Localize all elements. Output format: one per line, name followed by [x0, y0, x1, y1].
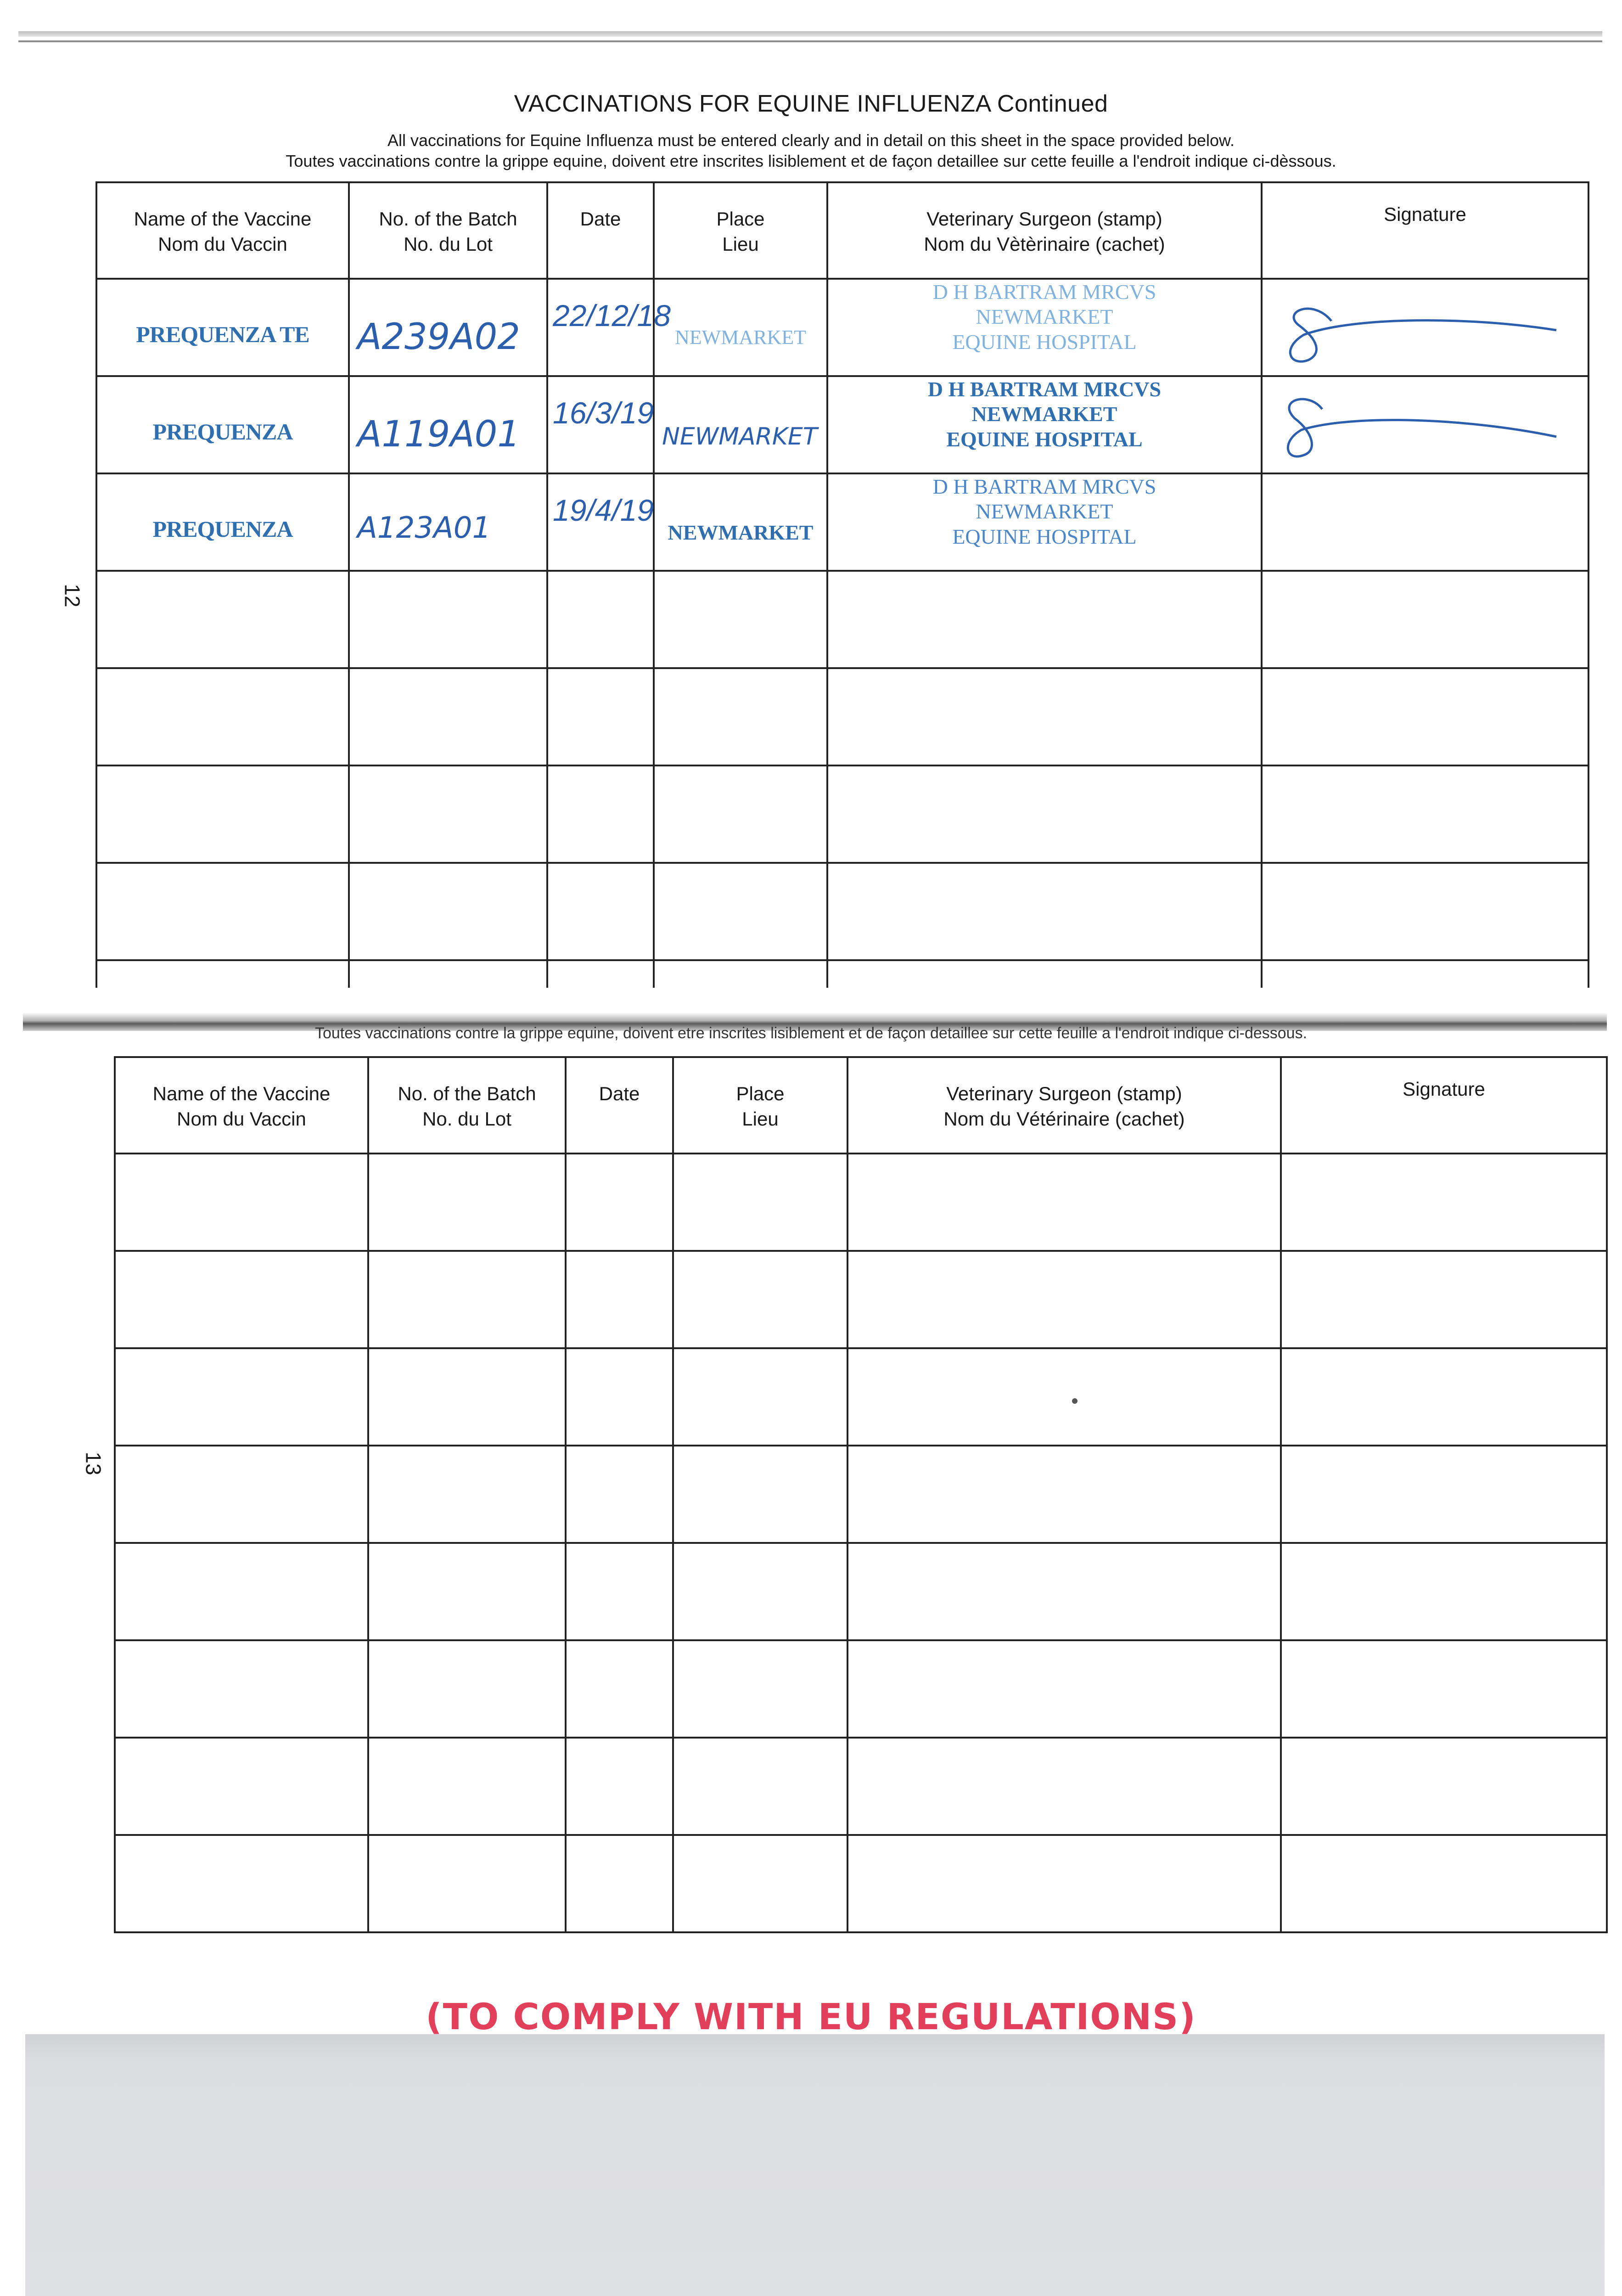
vet-stamp-line: NEWMARKET: [976, 305, 1113, 329]
table-row: [115, 1640, 1607, 1738]
header-batch: No. of the Batch No. du Lot: [349, 182, 547, 279]
page-number-13: 13: [81, 1452, 106, 1475]
vet-stamp-line: D H BARTRAM MRCVS: [927, 377, 1162, 401]
vaccination-table-page-13: [114, 1056, 1608, 1933]
table-row: [96, 571, 1588, 668]
table-row: [115, 1154, 1607, 1251]
batch-number: A123A01: [357, 511, 491, 545]
table-row-partial: [96, 960, 1588, 988]
instructions-english: All vaccinations for Equine Influenza must be entered clearly and in detail on this sheet in the space provided below.: [387, 131, 1235, 150]
header-place: Place Lieu: [654, 182, 827, 279]
signature-cell: [1262, 376, 1588, 473]
table-row: [115, 1835, 1607, 1932]
batch-number: A239A02: [357, 316, 520, 358]
signature-cell: [1262, 279, 1588, 376]
vet-stamp-line: NEWMARKET: [971, 402, 1117, 426]
vet-stamp: [827, 473, 1262, 571]
table-row: [115, 1348, 1607, 1446]
header-date: Date: [566, 1057, 673, 1154]
table-row: [96, 863, 1588, 960]
table-row: [115, 1738, 1607, 1835]
table-row: [115, 1251, 1607, 1348]
table-row: [96, 765, 1588, 863]
batch-number: A119A01: [357, 414, 520, 455]
vaccination-date: 16/3/19: [553, 396, 654, 430]
table-row: [115, 1543, 1607, 1640]
header-signature: Signature: [1281, 1057, 1607, 1154]
vaccination-table-page-12: [95, 181, 1589, 988]
header-batch: No. of the Batch No. du Lot: [368, 1057, 566, 1154]
eu-regulations-stamp: (TO COMPLY WITH EU REGULATIONS): [426, 1997, 1196, 2038]
header-vet: Veterinary Surgeon (stamp) Nom du Vétérinaire (cachet): [847, 1057, 1281, 1154]
vaccine-name: PREQUENZA: [152, 516, 293, 542]
vet-stamp-line: D H BARTRAM MRCVS: [932, 280, 1156, 304]
table-row: [96, 279, 1588, 376]
ink-dot: [1072, 1398, 1078, 1404]
vet-stamp-line: NEWMARKET: [976, 500, 1113, 523]
page-number-12: 12: [60, 584, 84, 608]
table-row: [96, 376, 1588, 473]
vaccination-place: NEWMARKET: [662, 423, 818, 450]
header-vet: Veterinary Surgeon (stamp) Nom du Vètèrinaire (cachet): [827, 182, 1262, 279]
page-top-edge-line: [18, 40, 1602, 42]
table-row: [115, 1446, 1607, 1543]
header-vaccine: Name of the Vaccine Nom du Vaccin: [96, 182, 349, 279]
vaccination-date: 19/4/19: [553, 493, 654, 527]
header-date: Date: [547, 182, 654, 279]
signature-mark: [1263, 280, 1584, 371]
vet-stamp-line: EQUINE HOSPITAL: [952, 330, 1137, 354]
vet-stamp-line: EQUINE HOSPITAL: [946, 427, 1143, 451]
signature-cell: [1262, 473, 1588, 571]
vet-stamp: [827, 279, 1262, 376]
vet-stamp-line: D H BARTRAM MRCVS: [932, 475, 1156, 498]
instructions-french-page-13: Toutes vaccinations contre la grippe equine, doivent etre inscrites lisiblement et de façon detaillee sur cette feuille a l'endroit indique ci-dessous.: [314, 1024, 1308, 1042]
table-row: [96, 668, 1588, 765]
vet-stamp: [827, 376, 1262, 473]
header-place: Place Lieu: [673, 1057, 847, 1154]
instructions-french: Toutes vaccinations contre la grippe equine, doivent etre inscrites lisiblement et de façon detaillee sur cette feuille a l'endroit indique ci-dèssous.: [286, 152, 1336, 170]
vet-stamp-line: EQUINE HOSPITAL: [952, 524, 1137, 548]
signature-mark: [1263, 377, 1584, 469]
page-bottom-shadow: [25, 2034, 1605, 2296]
page-top-edge: [18, 31, 1602, 37]
header-signature: Signature: [1262, 182, 1588, 279]
vaccine-name: PREQUENZA: [152, 419, 293, 445]
table-row: [96, 473, 1588, 571]
vaccine-name: PREQUENZA TE: [136, 321, 309, 347]
vaccination-date: 22/12/18: [553, 298, 671, 332]
vaccination-place: NEWMARKET: [668, 521, 814, 544]
page-title: VACCINATIONS FOR EQUINE INFLUENZA Continued: [514, 90, 1108, 117]
header-vaccine: Name of the Vaccine Nom du Vaccin: [115, 1057, 368, 1154]
vaccination-place: NEWMARKET: [675, 326, 806, 349]
